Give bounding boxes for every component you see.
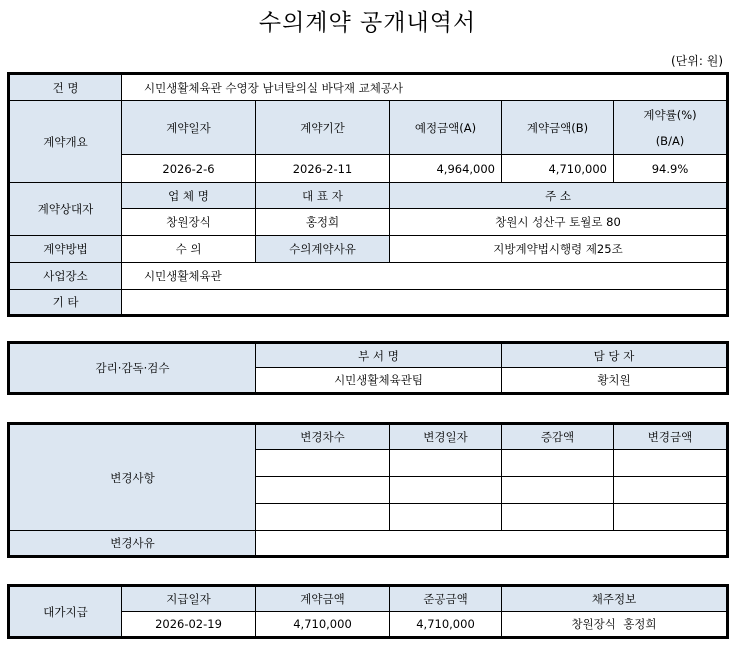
changes-table (7, 422, 729, 558)
contract-name-label: 건 명 (9, 74, 122, 101)
site-value: 시민생활체육관 (122, 263, 728, 290)
change-diff-cell (502, 477, 614, 504)
change-amount-cell (614, 450, 728, 477)
change-amount-cell (614, 504, 728, 531)
change-diff-cell (502, 504, 614, 531)
rate-header-line1: 계약률(%) (643, 107, 697, 122)
supervision-label: 감리·감독·검수 (9, 343, 256, 394)
contract-rate-header (614, 101, 728, 155)
contract-amount-value: 4,710,000 (502, 155, 614, 183)
ceo-value: 홍정희 (256, 209, 390, 236)
completion-amount-value: 4,710,000 (390, 612, 502, 638)
method-label: 계약방법 (9, 236, 122, 263)
completion-amount-header: 준공금액 (390, 586, 502, 612)
payment-amount-header: 계약금액 (256, 586, 390, 612)
payment-label: 대가지급 (9, 586, 122, 638)
reason-label: 수의계약사유 (256, 236, 390, 263)
payment-date-header: 지급일자 (122, 586, 256, 612)
overview-label: 계약개요 (9, 101, 122, 183)
change-reason-value (256, 531, 728, 557)
payment-date-value: 2026-02-19 (122, 612, 256, 638)
address-header: 주 소 (390, 183, 728, 209)
party-label: 계약상대자 (9, 183, 122, 236)
person-value: 황치원 (502, 368, 728, 394)
changes-label: 변경사항 (9, 424, 256, 531)
address-value: 창원시 성산구 토월로 80 (390, 209, 728, 236)
estimated-amount-value: 4,964,000 (390, 155, 502, 183)
contract-date-header: 계약일자 (122, 101, 256, 155)
change-round-cell (256, 450, 390, 477)
contract-date-value: 2026-2-6 (122, 155, 256, 183)
creditor-header: 채주정보 (502, 586, 728, 612)
payment-table (7, 584, 729, 639)
change-diff-header: 증감액 (502, 424, 614, 450)
change-round-cell (256, 504, 390, 531)
change-date-cell (390, 504, 502, 531)
period-header: 계약기간 (256, 101, 390, 155)
ceo-header: 대 표 자 (256, 183, 390, 209)
change-amount-cell (614, 477, 728, 504)
change-date-cell (390, 450, 502, 477)
page-title: 수의계약 공개내역서 (258, 10, 477, 36)
period-value: 2026-2-11 (256, 155, 390, 183)
change-round-cell (256, 477, 390, 504)
unit-note: (단위: 원) (671, 54, 723, 68)
change-reason-label: 변경사유 (9, 531, 256, 557)
dept-value: 시민생활체육관팀 (256, 368, 502, 394)
rate-header-line2: (B/A) (655, 133, 685, 148)
person-header: 담 당 자 (502, 343, 728, 368)
site-label: 사업장소 (9, 263, 122, 290)
contract-table (7, 72, 729, 317)
company-value: 창원장식 (122, 209, 256, 236)
reason-value: 지방계약법시행령 제25조 (390, 236, 728, 263)
payment-amount-value: 4,710,000 (256, 612, 390, 638)
change-date-cell (390, 477, 502, 504)
etc-label: 기 타 (9, 290, 122, 316)
dept-header: 부 서 명 (256, 343, 502, 368)
change-amount-header: 변경금액 (614, 424, 728, 450)
creditor-value: 창원장식 홍정희 (502, 612, 728, 638)
contract-name-value: 시민생활체육관 수영장 남녀탈의실 바닥재 교체공사 (122, 74, 728, 101)
company-header: 업 체 명 (122, 183, 256, 209)
method-value: 수 의 (122, 236, 256, 263)
contract-amount-header: 계약금액(B) (502, 101, 614, 155)
change-round-header: 변경차수 (256, 424, 390, 450)
change-date-header: 변경일자 (390, 424, 502, 450)
supervision-table (7, 341, 729, 395)
estimated-amount-header: 예정금액(A) (390, 101, 502, 155)
etc-value (122, 290, 728, 316)
change-diff-cell (502, 450, 614, 477)
contract-rate-value: 94.9% (614, 155, 728, 183)
